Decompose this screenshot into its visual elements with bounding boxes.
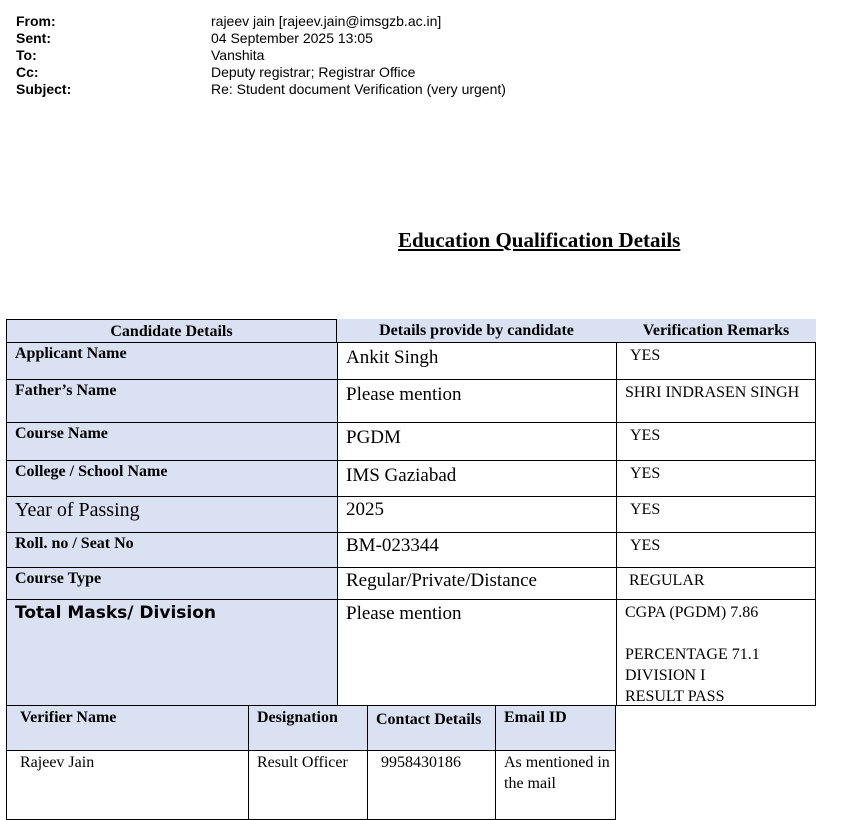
row-label-roll-no: Roll. no / Seat No xyxy=(6,532,338,568)
row-value-course-type: Regular/Private/Distance xyxy=(337,567,617,600)
verifier-email: As mentioned in the mail xyxy=(495,750,616,820)
cc-value: Deputy registrar; Registrar Office xyxy=(211,64,416,80)
verifier-designation: Result Officer xyxy=(248,750,368,820)
to-value: Vanshita xyxy=(211,47,265,63)
sent-label: Sent: xyxy=(16,30,51,46)
to-row xyxy=(16,47,506,64)
verifier-name: Rajeev Jain xyxy=(6,750,249,820)
verifier-header-email: Email ID xyxy=(495,705,616,751)
row-remark-course-name: YES xyxy=(616,422,816,461)
subject-row xyxy=(16,81,506,98)
row-label-college-name: College / School Name xyxy=(6,460,338,497)
subject-value: Re: Student document Verification (very urgent) xyxy=(211,81,506,97)
row-label-year-of-passing: Year of Passing xyxy=(6,496,338,533)
row-value-fathers-name: Please mention xyxy=(337,379,617,423)
sent-row xyxy=(16,30,506,47)
row-remark-roll-no: YES xyxy=(616,532,816,568)
cc-label: Cc: xyxy=(16,64,39,80)
email-header xyxy=(16,13,506,98)
header-verification-remarks: Verification Remarks xyxy=(616,319,816,343)
remark-cgpa: CGPA (PGDM) 7.86 xyxy=(625,604,759,621)
sent-value: 04 September 2025 13:05 xyxy=(211,30,373,46)
remark-division: DIVISION I xyxy=(625,667,706,684)
row-value-roll-no: BM-023344 xyxy=(337,532,617,568)
cc-row xyxy=(16,64,506,81)
from-label: From: xyxy=(16,13,56,29)
from-row xyxy=(16,13,506,30)
page-title: Education Qualification Details xyxy=(398,228,681,252)
row-remark-year-of-passing: YES xyxy=(616,496,816,533)
row-value-total-marks: Please mention xyxy=(337,599,617,706)
row-value-applicant-name: Ankit Singh xyxy=(337,342,617,380)
verifier-header-name: Verifier Name xyxy=(6,705,249,751)
row-remark-course-type: REGULAR xyxy=(616,567,816,600)
row-label-total-marks: Total Masks/ Division xyxy=(6,599,338,706)
row-label-course-type: Course Type xyxy=(6,567,338,600)
verifier-header-contact: Contact Details xyxy=(367,705,496,751)
row-remark-college-name: YES xyxy=(616,460,816,497)
row-value-college-name: IMS Gaziabad xyxy=(337,460,617,497)
header-candidate-details: Candidate Details xyxy=(6,319,337,343)
row-remark-total-marks xyxy=(616,599,816,706)
verifier-header-designation: Designation xyxy=(248,705,368,751)
to-label: To: xyxy=(16,47,37,63)
remark-percentage: PERCENTAGE 71.1 xyxy=(625,646,760,663)
row-remark-fathers-name: SHRI INDRASEN SINGH xyxy=(616,379,816,423)
row-value-course-name: PGDM xyxy=(337,422,617,461)
row-remark-applicant-name: YES xyxy=(616,342,816,380)
row-label-fathers-name: Father’s Name xyxy=(6,379,338,423)
row-label-applicant-name: Applicant Name xyxy=(6,342,338,380)
row-value-year-of-passing: 2025 xyxy=(337,496,617,533)
remark-result: RESULT PASS xyxy=(625,688,725,705)
header-details-provided: Details provide by candidate xyxy=(337,319,616,343)
from-value: rajeev jain [rajeev.jain@imsgzb.ac.in] xyxy=(211,13,442,29)
verifier-contact: 9958430186 xyxy=(367,750,496,820)
subject-label: Subject: xyxy=(16,81,72,97)
row-label-course-name: Course Name xyxy=(6,422,338,461)
